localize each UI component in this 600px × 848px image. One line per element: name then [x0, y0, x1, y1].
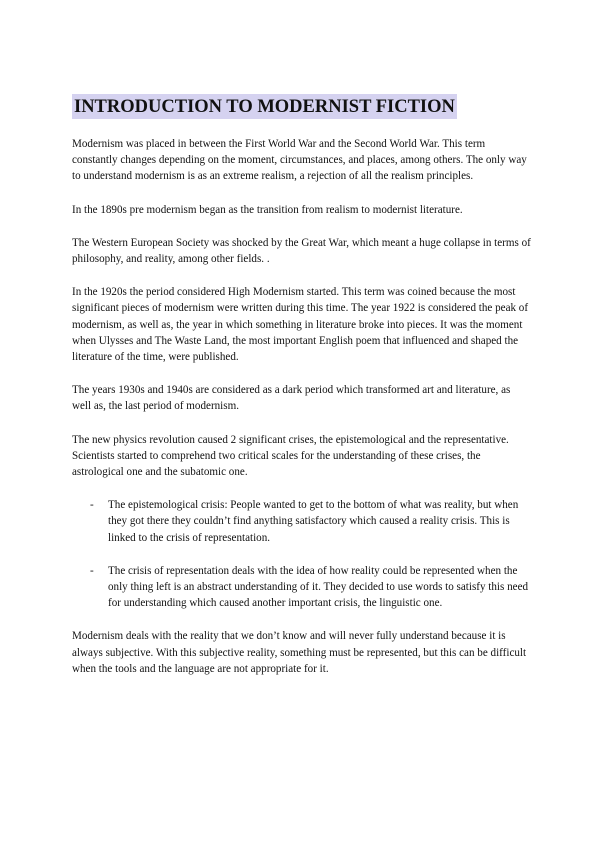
document-title: INTRODUCTION TO MODERNIST FICTION [72, 94, 457, 119]
paragraph: The Western European Society was shocked by the Great War, which meant a huge collapse in terms of philosophy, and reality, among other fields. . [72, 236, 531, 266]
bullet-list [72, 497, 532, 611]
list-item [72, 497, 532, 546]
paragraph: In the 1890s pre modernism began as the transition from realism to modernist literature. [72, 203, 463, 216]
document-body [72, 136, 532, 694]
bullet-marker: - [90, 499, 94, 512]
paragraph: The years 1930s and 1940s are considered as a dark period which transformed art and literature, as well as, the last period of modernism. [72, 384, 511, 413]
list-item [72, 563, 532, 612]
paragraph: The new physics revolution caused 2 significant crises, the epistemological and the representative. Scientists started to comprehend two critical scales for the understanding of these crises, the astrological one and the subatomic one. [72, 433, 509, 479]
paragraph: Modernism was placed in between the First World War and the Second World War. This term constantly changes depending on the moment, circumstances, and places, among others. The only way to understand modernism is as an extreme realism, a rejection of all the realism principles. [72, 138, 527, 183]
list-item-text: The crisis of representation deals with the idea of how reality could be represented when the only thing left is an abstract understanding of it. They decided to use words to satisfy this need for understanding which caused another important crisis, the linguistic one. [108, 564, 529, 610]
paragraph: In the 1920s the period considered High Modernism started. This term was coined because the most significant pieces of modernism were written during this time. The year 1922 is considered the peak of modernism, as well as, the year in which something in literature broke into pieces. It was the moment when Ulysses and The Waste Land, the most important English poem that influenced and shaped the literature of the time, were published. [72, 286, 529, 364]
bullet-marker: - [90, 564, 94, 577]
list-item-text: The epistemological crisis: People wanted to get to the bottom of what was reality, but when they got there they couldn’t find anything satisfactory which caused a reality crisis. This is linked to the crisis of representation. [108, 499, 519, 544]
paragraph: Modernism deals with the reality that we don’t know and will never fully understand because it is always subjective. With this subjective reality, something must be represented, but this can be difficult when the tools and the language are not appropriate for it. [72, 630, 527, 675]
